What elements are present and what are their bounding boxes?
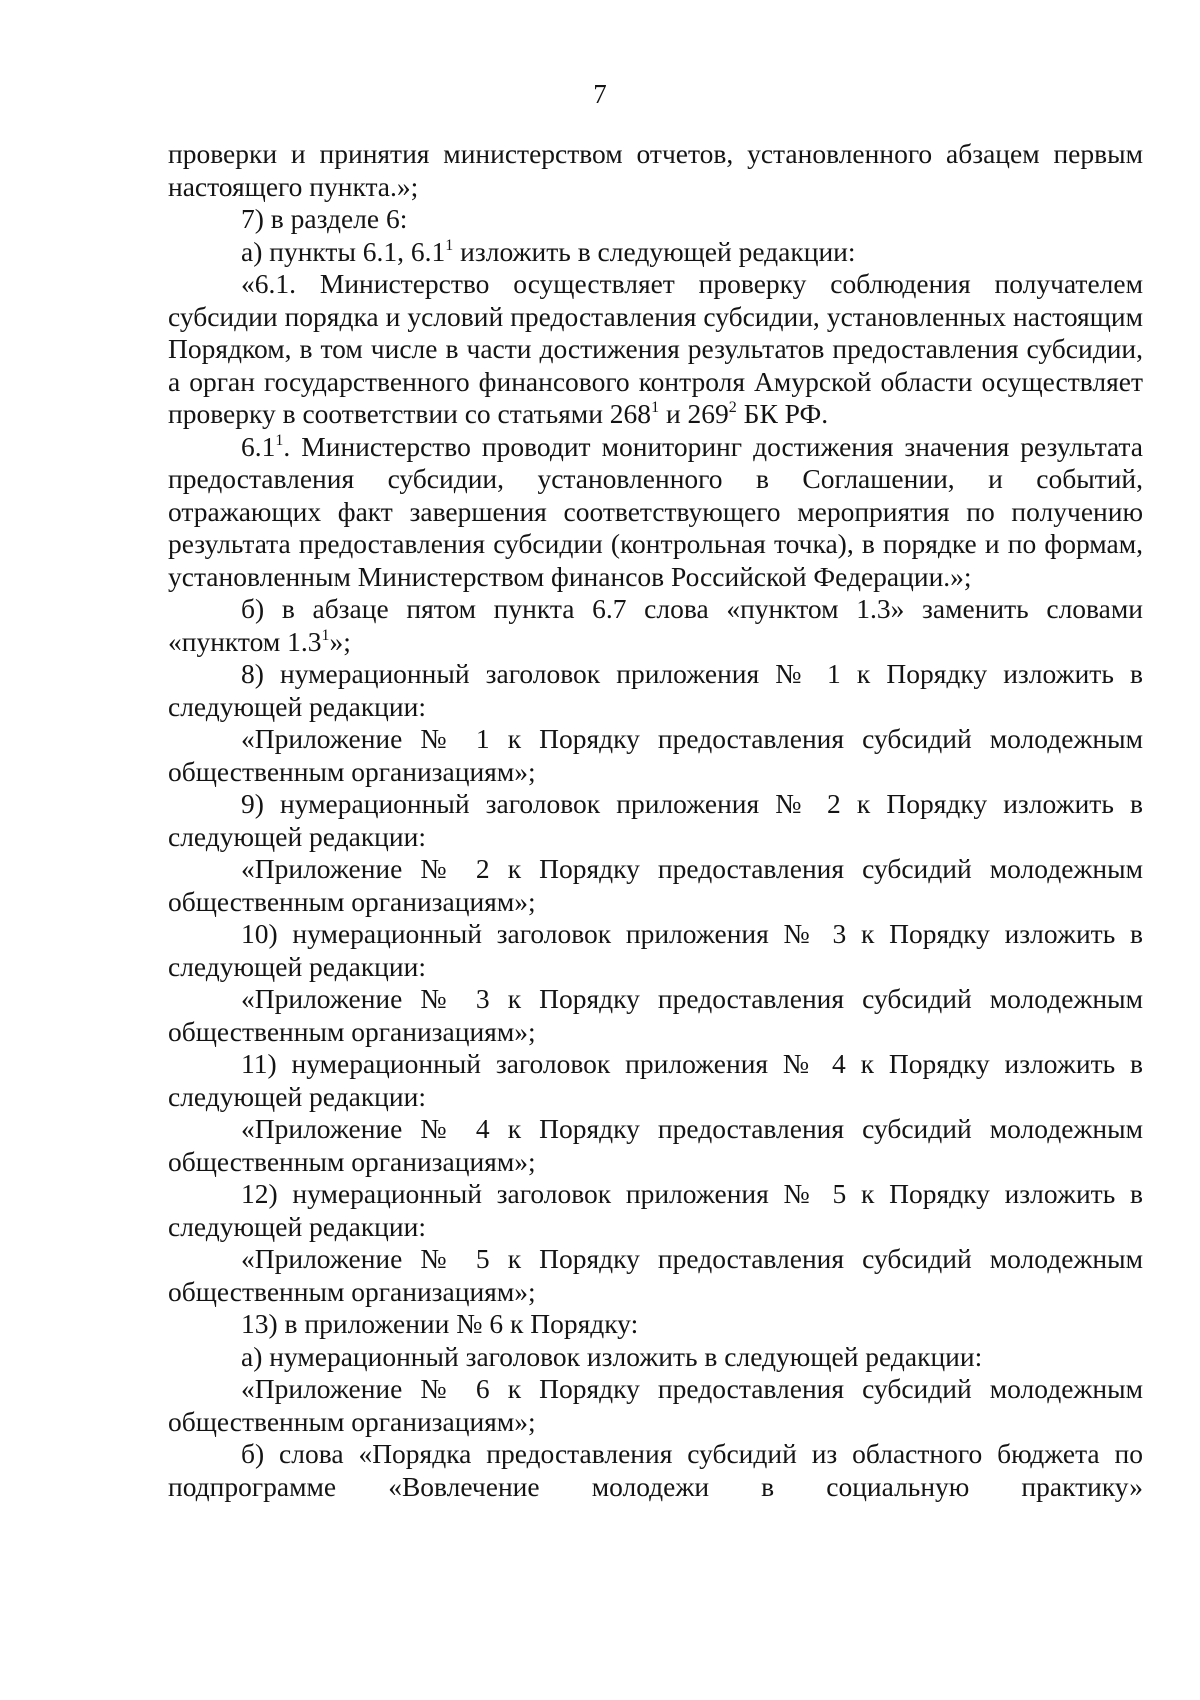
paragraph: 8) нумерационный заголовок приложения № 1 к Порядку изложить в следующей редакции: bbox=[168, 658, 1143, 722]
paragraph bbox=[168, 236, 1143, 269]
document-body bbox=[168, 138, 1143, 1503]
paragraph: 11) нумерационный заголовок приложения № 4 к Порядку изложить в следующей редакции: bbox=[168, 1048, 1143, 1112]
paragraph: 9) нумерационный заголовок приложения № 2 к Порядку изложить в следующей редакции: bbox=[168, 788, 1143, 852]
superscript: 1 bbox=[275, 431, 284, 449]
paragraph: «Приложение № 2 к Порядку предоставления субсидий молодежным общественным организациям»; bbox=[168, 853, 1143, 917]
superscript: 1 bbox=[445, 236, 454, 254]
paragraph-text: б) в абзаце пятом пункта 6.7 слова «пунктом 1.3» заменить словами «пунктом 1.3 bbox=[168, 593, 1143, 657]
paragraph-text: БК РФ. bbox=[736, 398, 829, 429]
paragraph-text: »; bbox=[329, 625, 351, 657]
paragraph: 7) в разделе 6: bbox=[241, 203, 408, 234]
paragraph-text: 6.1 bbox=[241, 430, 276, 462]
paragraph-text: изложить в следующей редакции: bbox=[453, 235, 856, 267]
paragraph bbox=[168, 431, 1143, 594]
paragraph: «Приложение № 1 к Порядку предоставления субсидий молодежным общественным организациям»; bbox=[168, 723, 1143, 787]
paragraph: 10) нумерационный заголовок приложения № 3 к Порядку изложить в следующей редакции: bbox=[168, 918, 1143, 982]
paragraph: «Приложение № 4 к Порядку предоставления субсидий молодежным общественным организациям»; bbox=[168, 1113, 1143, 1177]
paragraph: «Приложение № 3 к Порядку предоставления субсидий молодежным общественным организациям»; bbox=[168, 983, 1143, 1047]
paragraph: «Приложение № 5 к Порядку предоставления субсидий молодежным общественным организациям»; bbox=[168, 1243, 1143, 1307]
paragraph bbox=[168, 593, 1143, 658]
paragraph-text: «6.1. Министерство осуществляет проверку соблюдения получателем субсидии порядка и условий предоставления субсидии, установленных настоящим Порядком, в том числе в части достижения результатов предоставления субсидии, а орган государственного финансового контроля Амурской области осуществляет проверку в соответствии со статьями 268 bbox=[168, 268, 1143, 429]
paragraph bbox=[168, 268, 1143, 431]
paragraph: а) нумерационный заголовок изложить в следующей редакции: bbox=[241, 1340, 983, 1372]
superscript: 2 bbox=[728, 399, 737, 416]
paragraph-text: . Министерство проводит мониторинг достижения значения результата предоставления субсидии, установленного в Соглашении, и событий, отражающих факт завершения соответствующего мероприятия по получению результата предоставления субсидии (контрольная точка), в порядке и по формам, установленным Министерством финансов Российской Федерации.»; bbox=[168, 430, 1143, 592]
paragraph: «Приложение № 6 к Порядку предоставления субсидий молодежным общественным организациям»; bbox=[168, 1373, 1143, 1437]
superscript: 1 bbox=[651, 399, 660, 416]
paragraph: проверки и принятия министерством отчетов, установленного абзацем первым настоящего пункта.»; bbox=[168, 138, 1143, 202]
paragraph: 12) нумерационный заголовок приложения № 5 к Порядку изложить в следующей редакции: bbox=[168, 1178, 1143, 1242]
paragraph-text: и 269 bbox=[659, 398, 729, 429]
paragraph: 13) в приложении № 6 к Порядку: bbox=[241, 1308, 639, 1339]
paragraph-text: а) пункты 6.1, 6.1 bbox=[241, 235, 446, 267]
page-number: 7 bbox=[593, 79, 607, 109]
superscript: 1 bbox=[321, 626, 330, 644]
paragraph: б) слова «Порядка предоставления субсидий из областного бюджета по подпрограмме «Вовлечение молодежи в социальную практику» bbox=[168, 1438, 1143, 1502]
